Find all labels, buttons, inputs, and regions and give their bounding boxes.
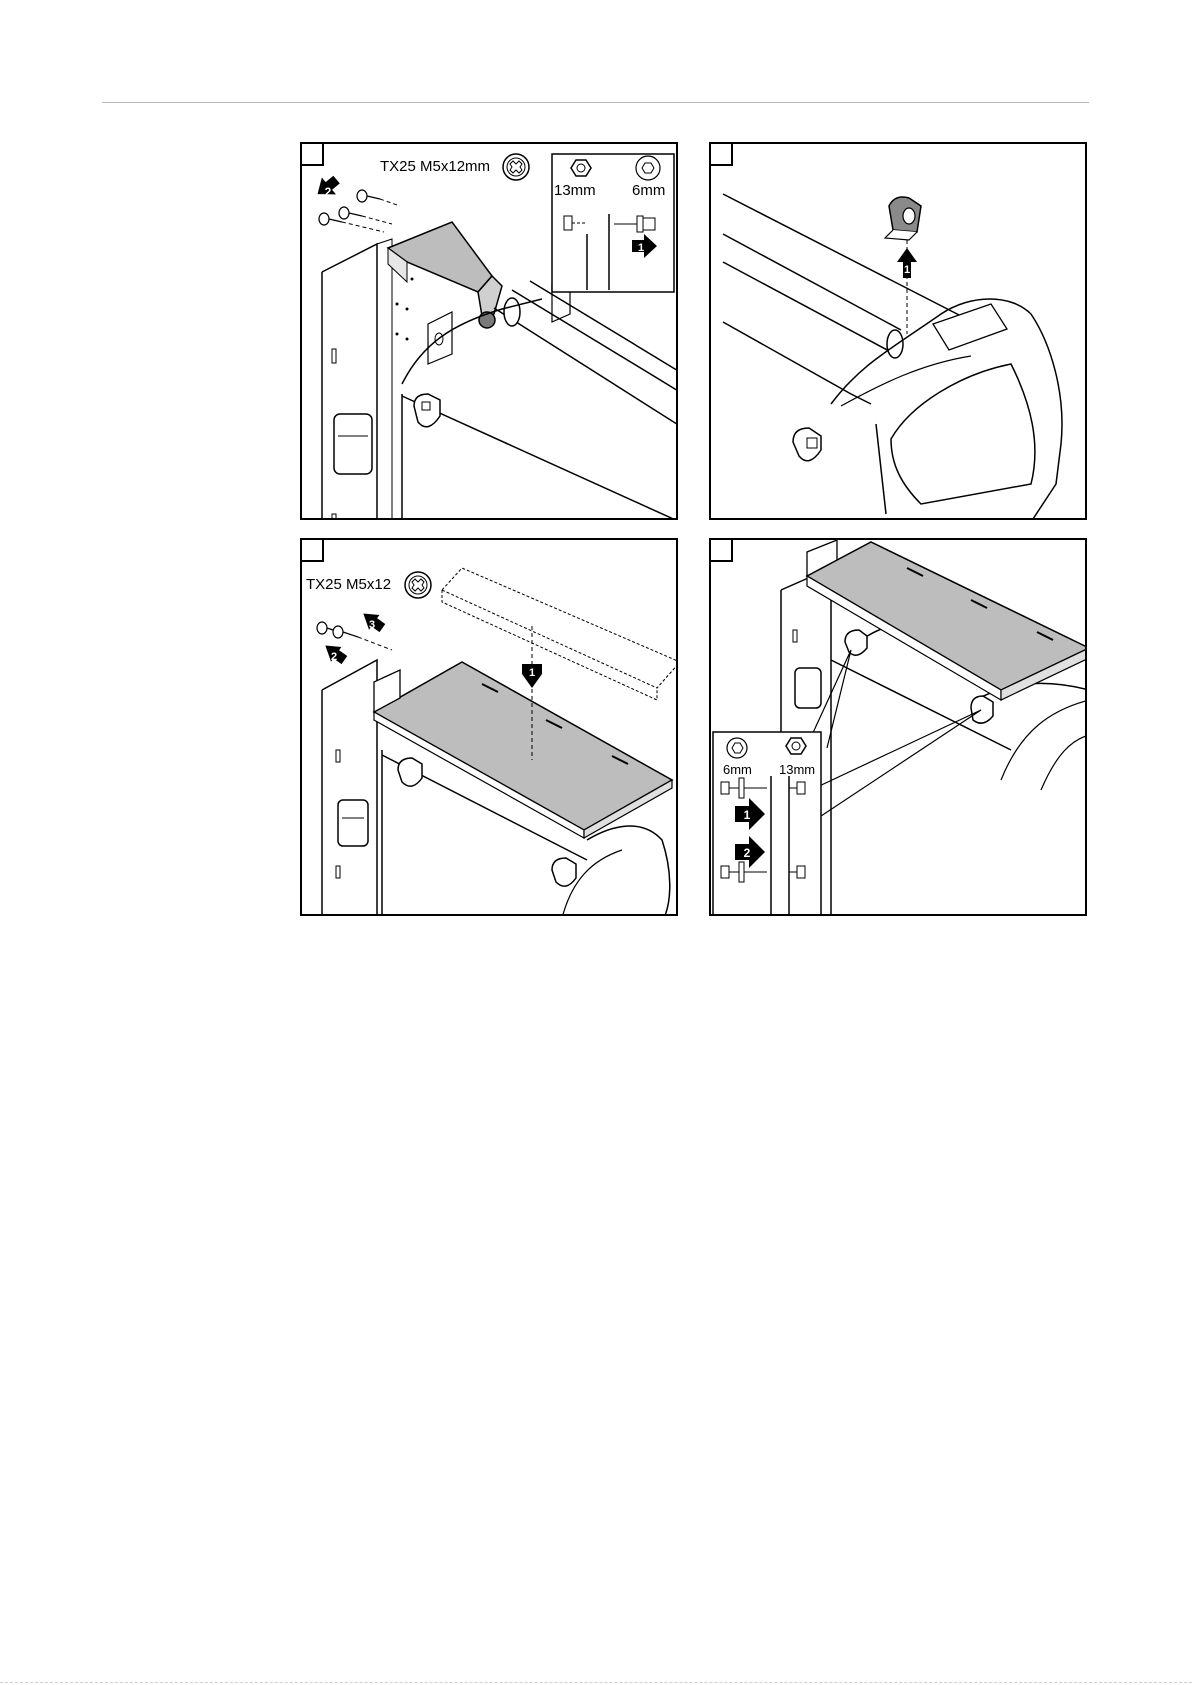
nut-size-label: 13mm [779,762,816,777]
svg-text:2: 2 [324,185,332,199]
nut-size-label: 13mm [554,182,596,199]
step-number-box [302,540,324,562]
step-number-box [711,540,733,562]
step-number-box [711,144,733,166]
step-arrow-icon [320,639,350,668]
key-size-label: 6mm [632,182,666,199]
step-arrow-icon [522,664,542,688]
screw-label: TX25 M5x12mm [380,158,491,175]
screw-label: TX25 M5x12 [306,576,392,593]
figure-step-b [709,142,1087,520]
step-arrow-icon [897,248,917,278]
hex-key-icon [636,156,660,180]
svg-text:2: 2 [330,651,338,663]
svg-text:1: 1 [743,808,751,822]
figure-step-a [300,142,678,520]
hex-nut-icon [786,738,806,754]
assembly-drawing [711,144,1087,520]
figure-step-d [709,538,1087,916]
hex-key-icon [727,738,747,758]
svg-text:2: 2 [743,846,751,860]
svg-text:3: 3 [368,619,376,631]
assembly-drawing [302,540,678,916]
svg-text:1: 1 [637,242,645,254]
key-size-label: 6mm [723,762,752,777]
header-rule [102,102,1089,103]
step-number-box [302,144,324,166]
torx-bit-icon [503,154,529,180]
assembly-drawing [302,144,678,520]
assembly-drawing [711,540,1087,916]
step-arrow-icon [358,607,388,636]
page-bottom-edge [0,1682,1192,1683]
hex-nut-icon [571,160,591,176]
svg-text:1: 1 [528,667,536,679]
svg-text:1: 1 [903,264,911,276]
figure-step-c [300,538,678,916]
torx-bit-icon [405,572,431,598]
step-arrow-icon [311,171,344,203]
